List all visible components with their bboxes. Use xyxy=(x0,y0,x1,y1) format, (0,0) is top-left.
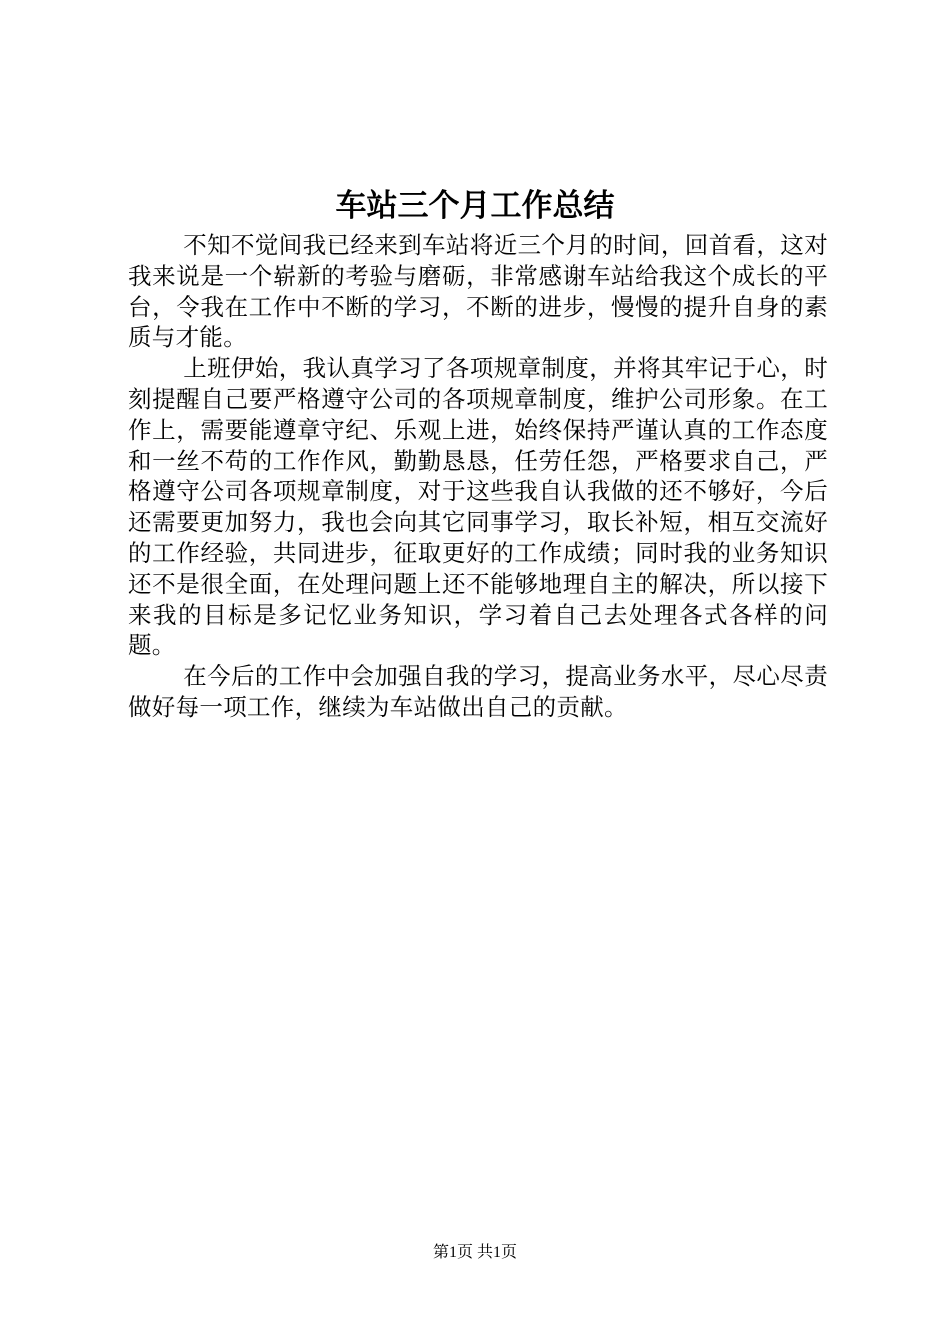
paragraph-intro: 不知不觉间我已经来到车站将近三个月的时间，回首看，这对我来说是一个崭新的考验与磨砺，非常感谢车站给我这个成长的平台，令我在工作中不断的学习，不断的进步，慢慢的提升自身的素质与才能。 xyxy=(128,231,828,352)
page-footer: 第1页 共1页 xyxy=(432,1244,517,1261)
document-body xyxy=(128,230,828,723)
document-title: 车站三个月工作总结 xyxy=(335,188,615,224)
paragraph-main: 上班伊始，我认真学习了各项规章制度，并将其牢记于心，时刻提醒自己要严格遵守公司的各项规章制度，维护公司形象。在工作上，需要能遵章守纪、乐观上进，始终保持严谨认真的工作态度和一丝不苟的工作作风，勤勤恳恳，任劳任怨，严格要求自己，严格遵守公司各项规章制度，对于这些我自认我做的还不够好，今后还需要更加努力，我也会向其它同事学习，取长补短，相互交流好的工作经验，共同进步，征取更好的工作成绩；同时我的业务知识还不是很全面，在处理问题上还不能够地理自主的解决，所以接下来我的目标是多记忆业务知识，学习着自己去处理各式各样的问题。 xyxy=(128,354,828,660)
paragraph-conclusion: 在今后的工作中会加强自我的学习，提高业务水平，尽心尽责做好每一项工作，继续为车站做出自己的贡献。 xyxy=(128,662,828,721)
